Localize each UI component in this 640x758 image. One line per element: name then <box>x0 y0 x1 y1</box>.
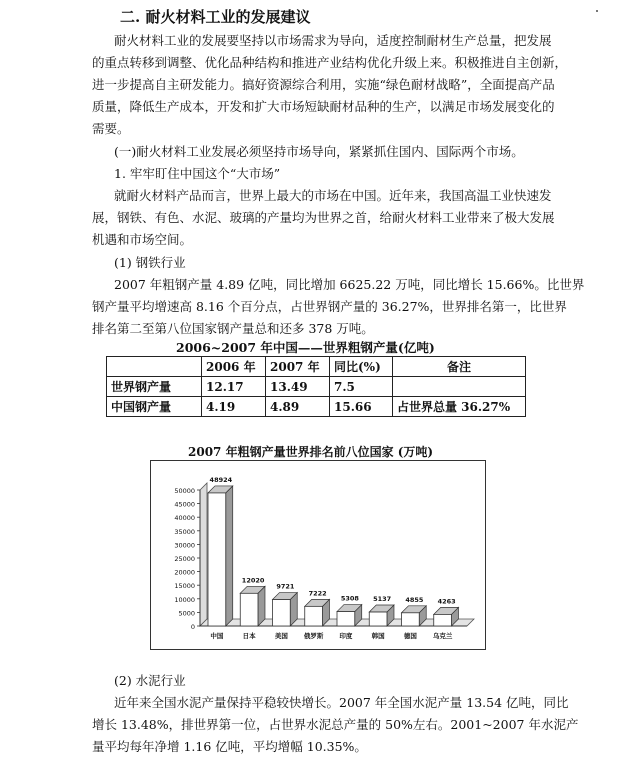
bar <box>369 612 387 626</box>
y-tick-label: 40000 <box>174 514 195 523</box>
item-heading-market: 1. 牢牢盯住中国这个“大市场” <box>114 166 281 181</box>
section-title: 二. 耐火材料工业的发展建议 <box>120 8 311 26</box>
para-intro-line-3: 进一步提高自主研发能力。搞好资源综合利用，实施“绿色耐材战略”，全面提高产品 <box>92 77 555 92</box>
scan-dot <box>596 10 598 12</box>
table-row <box>107 397 526 417</box>
para-cement-line-3: 量平均每年净增 1.16 亿吨，平均增幅 10.35%。 <box>92 739 367 754</box>
data-label: 48924 <box>209 475 233 484</box>
table-cell: 7.5 <box>330 377 393 397</box>
chart-title: 2007 年粗钢产量世界排名前八位国家 (万吨) <box>188 445 434 459</box>
data-label: 4263 <box>437 597 456 606</box>
x-tick-label: 日本 <box>242 632 256 640</box>
subsection-heading: (一)耐火材料工业发展必须坚持市场导向，紧紧抓住国内、国际两个市场。 <box>114 144 524 159</box>
para-market-line-1: 就耐火材料产品而言，世界上最大的市场在中国。近年来，我国高温工业快速发 <box>114 188 552 203</box>
bar <box>434 614 452 626</box>
table-cell: 15.66 <box>330 397 393 417</box>
para-intro-line-4: 质量，降低生产成本，开发和扩大市场短缺耐材品种的生产，以满足市场发展变化的 <box>92 99 555 114</box>
data-label: 12020 <box>241 576 265 585</box>
table-cell: 12.17 <box>202 377 266 397</box>
bar <box>273 600 291 626</box>
x-tick-label: 韩国 <box>371 632 385 640</box>
x-tick-label: 德国 <box>403 632 417 640</box>
bar <box>305 606 323 626</box>
steel-production-chart <box>150 460 486 650</box>
para-intro-line-2: 的重点转移到调整、优化品种结构和推进产业结构优化升级上来。积极推进自主创新， <box>92 55 568 70</box>
data-label: 5308 <box>340 594 359 603</box>
para-cement-line-1: 近年来全国水泥产量保持平稳较快增长。2007 年全国水泥产量 13.54 亿吨，同比 <box>114 695 569 710</box>
data-label: 9721 <box>276 582 295 591</box>
bar <box>240 593 258 626</box>
table-row <box>107 377 526 397</box>
data-label: 5137 <box>373 595 392 604</box>
para-steel-line-1: 2007 年粗钢产量 4.89 亿吨，同比增加 6625.22 万吨，同比增长 15.66%。比世界 <box>114 277 585 292</box>
para-steel-line-3: 排名第二至第八位国家钢产量总和还多 378 万吨。 <box>92 321 374 336</box>
y-tick-label: 15000 <box>174 582 195 591</box>
table-header-cell: 备注 <box>393 357 526 377</box>
table-cell: 4.89 <box>266 397 330 417</box>
y-tick-label: 0 <box>190 623 195 631</box>
table-cell: 4.19 <box>202 397 266 417</box>
y-tick-label: 10000 <box>174 595 195 604</box>
steel-table <box>106 356 526 417</box>
table-cell <box>393 377 526 397</box>
y-tick-label: 5000 <box>178 609 195 618</box>
table-header-cell: 同比(%) <box>330 357 393 377</box>
bar-side <box>226 486 233 626</box>
table-header-cell: 2006 年 <box>202 357 266 377</box>
bar <box>402 613 420 626</box>
para-intro-line-5: 需要。 <box>92 121 130 136</box>
table-header-cell: 2007 年 <box>266 357 330 377</box>
y-tick-label: 45000 <box>174 500 195 509</box>
y-tick-label: 20000 <box>174 568 195 577</box>
y-tick-label: 30000 <box>174 541 195 550</box>
data-label: 7222 <box>308 589 327 598</box>
item-heading-steel: (1) 钢铁行业 <box>114 255 186 270</box>
para-market-line-3: 机遇和市场空间。 <box>92 232 193 247</box>
table-cell: 中国钢产量 <box>107 397 202 417</box>
table-cell: 13.49 <box>266 377 330 397</box>
para-market-line-2: 展，钢铁、有色、水泥、玻璃的产量均为世界之首，给耐火材料工业带来了极大发展 <box>92 210 555 225</box>
table-cell: 世界钢产量 <box>107 377 202 397</box>
y-tick-label: 25000 <box>174 555 195 563</box>
bar <box>337 612 355 626</box>
data-label: 4855 <box>405 595 424 604</box>
para-cement-line-2: 增长 13.48%，排世界第一位，占世界水泥总产量的 50%左右。2001~2007 年水泥产 <box>92 717 579 732</box>
x-tick-label: 俄罗斯 <box>303 632 324 640</box>
table-caption: 2006~2007 年中国——世界粗钢产量(亿吨) <box>176 340 435 355</box>
chart-side-wall <box>200 483 207 626</box>
y-tick-label: 50000 <box>174 487 195 495</box>
para-steel-line-2: 钢产量平均增速高 8.16 个百分点，占世界钢产量的 36.27%，世界排名第一，比世界 <box>92 299 567 314</box>
table-header-row <box>107 357 526 377</box>
table-header-cell <box>107 357 202 377</box>
bar <box>208 493 226 626</box>
x-tick-label: 乌克兰 <box>432 632 453 640</box>
x-tick-label: 美国 <box>274 632 288 640</box>
x-tick-label: 印度 <box>339 632 353 640</box>
y-tick-label: 35000 <box>174 527 195 536</box>
para-intro-line-1: 耐火材料工业的发展要坚持以市场需求为导向，适度控制耐材生产总量，把发展 <box>114 33 552 48</box>
item-heading-cement: (2) 水泥行业 <box>114 673 186 688</box>
x-tick-label: 中国 <box>210 632 224 640</box>
table-cell: 占世界总量 36.27% <box>393 397 526 417</box>
